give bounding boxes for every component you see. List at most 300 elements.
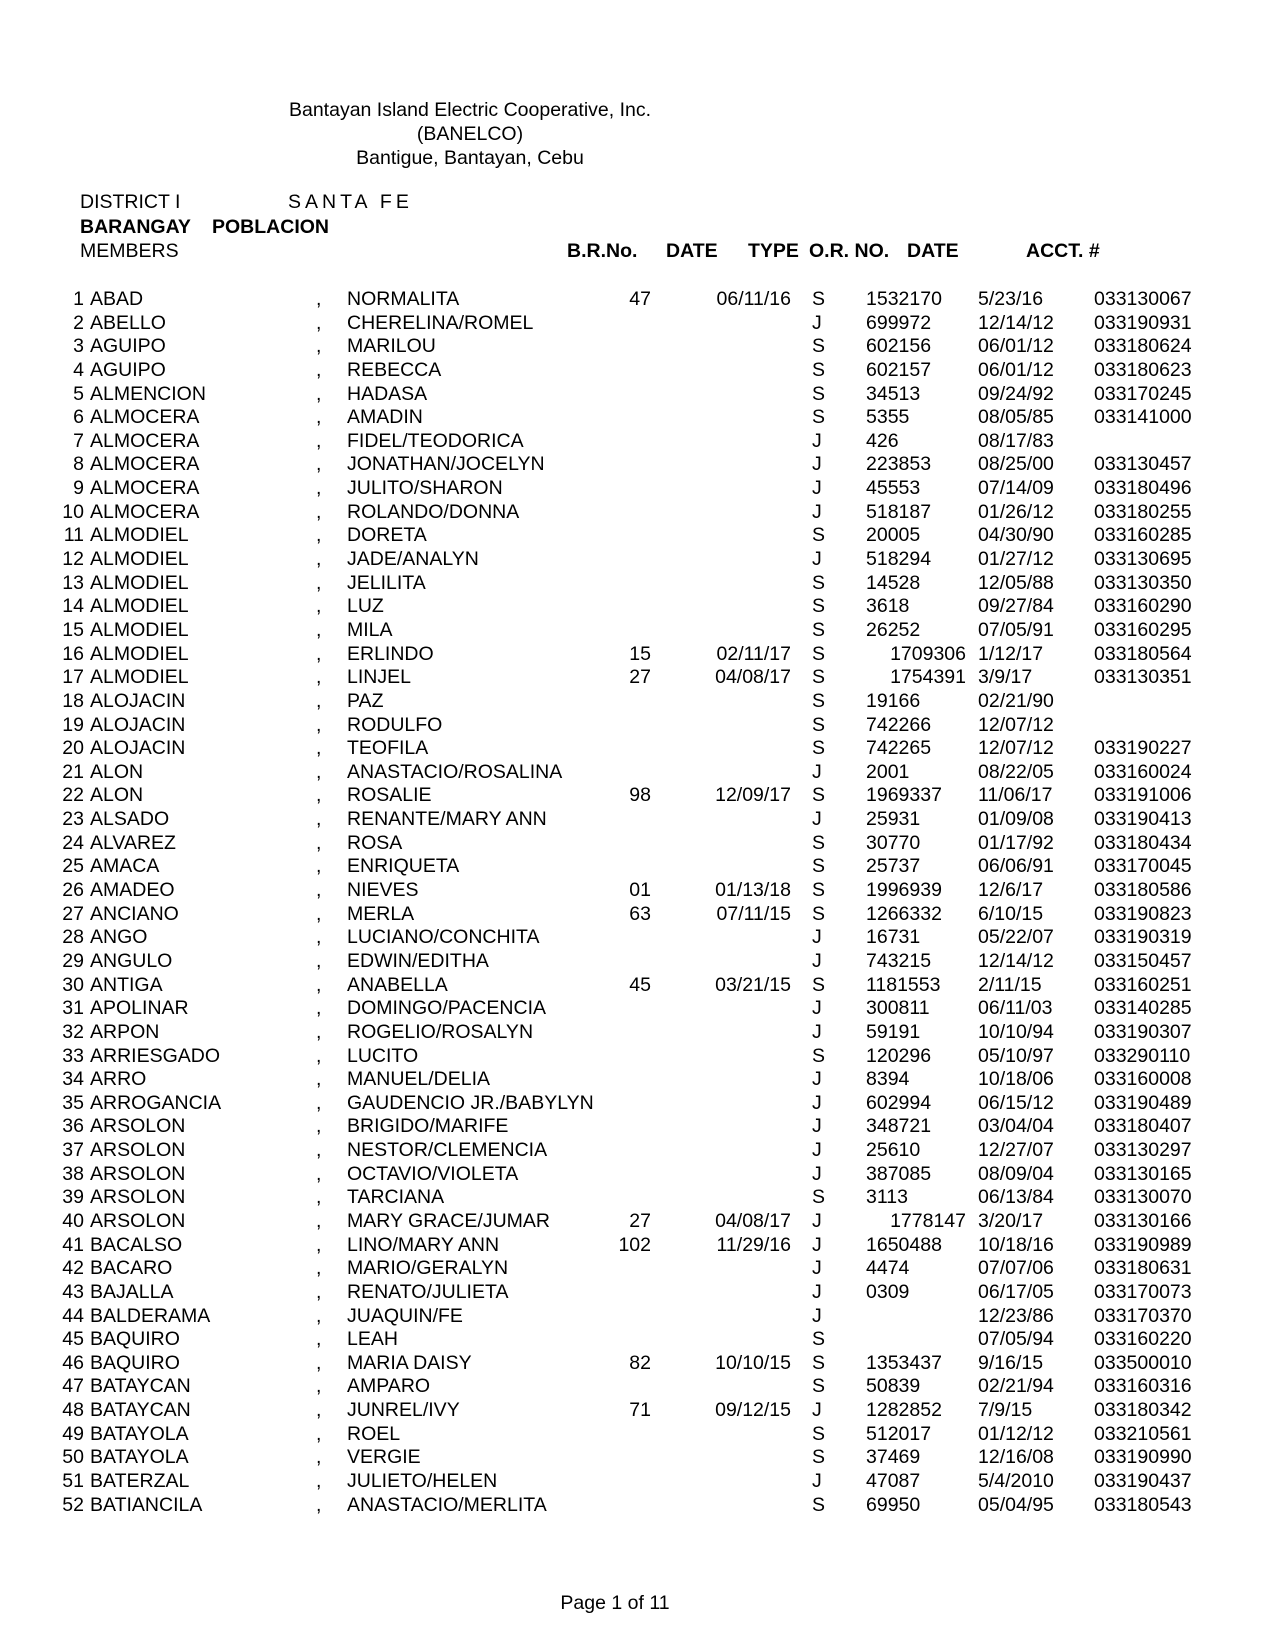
br-date-value: 02/11/17	[716, 642, 791, 665]
name-separator: ,	[316, 618, 322, 641]
acct-number-value: 033150457	[1094, 949, 1192, 972]
member-first-name: ROLANDO/DONNA	[347, 500, 520, 523]
type-value: S	[812, 1044, 826, 1067]
member-first-name: LUCIANO/CONCHITA	[347, 926, 540, 949]
row-index: 41	[62, 1233, 84, 1256]
table-row	[58, 1234, 1218, 1258]
name-separator: ,	[316, 1493, 322, 1516]
or-date-value: 07/05/91	[978, 618, 1054, 641]
type-value: S	[812, 358, 826, 381]
page-number-label: Page 1 of 11	[560, 1592, 670, 1614]
type-value: J	[812, 477, 822, 500]
row-index: 35	[62, 1091, 84, 1114]
member-first-name: OCTAVIO/VIOLETA	[347, 1162, 519, 1185]
name-separator: ,	[316, 595, 322, 618]
member-first-name: PAZ	[347, 689, 384, 712]
name-separator: ,	[316, 737, 322, 760]
member-first-name: LINO/MARY ANN	[347, 1233, 500, 1256]
type-value: S	[812, 855, 826, 878]
or-no-value: 30770	[866, 831, 921, 854]
name-separator: ,	[316, 1351, 322, 1374]
table-row	[58, 1163, 1218, 1187]
member-first-name: ANASTACIO/ROSALINA	[347, 760, 563, 783]
type-value: J	[812, 760, 822, 783]
member-last-name: ARSOLON	[90, 1115, 186, 1138]
or-date-value: 09/24/92	[978, 382, 1054, 405]
or-date-value: 05/04/95	[978, 1493, 1054, 1516]
row-index: 42	[62, 1257, 84, 1280]
column-header-members: MEMBERS	[80, 240, 179, 262]
table-row	[58, 1423, 1218, 1447]
or-date-value: 08/25/00	[978, 453, 1054, 476]
acct-number-value: 033180586	[1094, 879, 1192, 902]
or-no-value: 25610	[866, 1139, 921, 1162]
row-index: 12	[62, 548, 84, 571]
type-value: J	[812, 1209, 822, 1232]
or-date-value: 11/06/17	[978, 784, 1053, 807]
type-value: J	[812, 1304, 822, 1327]
name-separator: ,	[316, 358, 322, 381]
name-separator: ,	[316, 1233, 322, 1256]
member-first-name: MARY GRACE/JUMAR	[347, 1209, 550, 1232]
type-value: S	[812, 406, 826, 429]
or-date-value: 08/05/85	[978, 406, 1054, 429]
name-separator: ,	[316, 642, 322, 665]
acct-number-value: 033130070	[1094, 1186, 1192, 1209]
row-index: 23	[62, 808, 84, 831]
or-no-value: 4474	[866, 1257, 910, 1280]
member-first-name: MARILOU	[347, 335, 436, 358]
acct-number-value: 033170245	[1094, 382, 1192, 405]
type-value: S	[812, 571, 826, 594]
column-header-type: TYPE	[748, 240, 799, 262]
acct-number-value: 033500010	[1094, 1351, 1192, 1374]
table-row	[58, 1115, 1218, 1139]
table-row	[58, 453, 1218, 477]
acct-number-value: 033170045	[1094, 855, 1192, 878]
row-index: 20	[62, 737, 84, 760]
or-no-value: 59191	[866, 1020, 921, 1043]
or-date-value: 05/10/97	[978, 1044, 1054, 1067]
member-last-name: ANTIGA	[90, 973, 163, 996]
table-row	[58, 1446, 1218, 1470]
member-first-name: MARIA DAISY	[347, 1351, 472, 1374]
or-date-value: 08/17/83	[978, 429, 1054, 452]
or-no-value: 0309	[866, 1280, 910, 1303]
member-first-name: ERLINDO	[347, 642, 434, 665]
or-no-value: 20005	[866, 524, 921, 547]
acct-number-value: 033190823	[1094, 902, 1192, 925]
acct-number-value: 033141000	[1094, 406, 1192, 429]
member-first-name: ANABELLA	[347, 973, 448, 996]
type-value: S	[812, 335, 826, 358]
or-no-value: 69950	[866, 1493, 921, 1516]
or-no-value: 518187	[866, 500, 932, 523]
member-first-name: TEOFILA	[347, 737, 429, 760]
or-date-value: 06/15/12	[978, 1091, 1054, 1114]
br-date-value: 04/08/17	[715, 666, 791, 689]
cooperative-acronym: (BANELCO)	[416, 123, 524, 145]
member-first-name: EDWIN/EDITHA	[347, 949, 489, 972]
name-separator: ,	[316, 311, 322, 334]
or-date-value: 5/4/2010	[978, 1470, 1054, 1493]
br-no-value: 01	[629, 879, 651, 902]
member-last-name: ALMOCERA	[90, 429, 200, 452]
type-value: J	[812, 1139, 822, 1162]
table-row	[58, 714, 1218, 738]
member-last-name: ALMODIEL	[90, 524, 189, 547]
type-value: J	[812, 500, 822, 523]
table-row	[58, 1092, 1218, 1116]
or-date-value: 01/26/12	[978, 500, 1054, 523]
row-index: 1	[73, 288, 84, 310]
acct-number-value: 033180255	[1094, 500, 1192, 523]
acct-number-value: 033170073	[1094, 1280, 1192, 1303]
member-last-name: ALMODIEL	[90, 618, 189, 641]
or-date-value: 06/13/84	[978, 1186, 1054, 1209]
acct-number-value: 033160290	[1094, 595, 1192, 618]
name-separator: ,	[316, 855, 322, 878]
acct-number-value: 033190319	[1094, 926, 1192, 949]
member-first-name: ROSA	[347, 831, 403, 854]
acct-number-value: 033290110	[1094, 1044, 1191, 1067]
type-value: J	[812, 453, 822, 476]
member-first-name: HADASA	[347, 382, 428, 405]
type-value: J	[812, 1020, 822, 1043]
table-row	[58, 595, 1218, 619]
acct-number-value: 033190990	[1094, 1446, 1192, 1469]
name-separator: ,	[316, 1186, 322, 1209]
table-row	[58, 477, 1218, 501]
name-separator: ,	[316, 429, 322, 452]
table-row	[58, 1045, 1218, 1069]
barangay-value: POBLACION	[212, 215, 329, 238]
type-value: J	[812, 1257, 822, 1280]
table-row	[58, 1186, 1218, 1210]
member-last-name: BAQUIRO	[90, 1328, 180, 1351]
acct-number-value: 033160251	[1094, 973, 1192, 996]
acct-number-value: 033160295	[1094, 618, 1192, 641]
or-no-value: 50839	[866, 1375, 921, 1398]
row-index: 18	[62, 689, 84, 712]
type-value: S	[812, 902, 826, 925]
or-no-value: 426	[866, 429, 899, 452]
row-index: 49	[62, 1422, 84, 1445]
row-index: 26	[62, 879, 84, 902]
table-row	[58, 879, 1218, 903]
member-last-name: AGUIPO	[90, 335, 166, 358]
member-last-name: ALOJACIN	[90, 713, 186, 736]
barangay-label: BARANGAY	[80, 215, 191, 238]
row-index: 13	[62, 571, 84, 594]
br-date-value: 07/11/15	[716, 902, 791, 925]
member-last-name: ALOJACIN	[90, 689, 186, 712]
acct-number-value: 033130297	[1094, 1139, 1192, 1162]
name-separator: ,	[316, 1209, 322, 1232]
member-last-name: BATIANCILA	[90, 1493, 203, 1516]
or-date-value: 12/14/12	[978, 949, 1054, 972]
acct-number-value: 033191006	[1094, 784, 1192, 807]
table-row	[58, 1021, 1218, 1045]
or-date-value: 08/22/05	[978, 760, 1054, 783]
member-first-name: VERGIE	[347, 1446, 421, 1469]
row-index: 47	[62, 1375, 84, 1398]
member-first-name: CHERELINA/ROMEL	[347, 311, 534, 334]
acct-number-value: 033190931	[1094, 311, 1192, 334]
table-row	[58, 1352, 1218, 1376]
member-first-name: ROGELIO/ROSALYN	[347, 1020, 534, 1043]
or-no-value: 512017	[866, 1422, 932, 1445]
br-date-value: 01/13/18	[715, 879, 791, 902]
or-date-value: 04/30/90	[978, 524, 1054, 547]
name-separator: ,	[316, 1446, 322, 1469]
type-value: S	[812, 1328, 826, 1351]
or-no-value: 16731	[866, 926, 921, 949]
table-row	[58, 1494, 1218, 1518]
table-row	[58, 1068, 1218, 1092]
or-date-value: 01/12/12	[978, 1422, 1054, 1445]
type-value: S	[812, 1375, 826, 1398]
acct-number-value: 033130457	[1094, 453, 1192, 476]
member-last-name: BAJALLA	[90, 1280, 174, 1303]
br-no-value: 82	[629, 1351, 651, 1374]
type-value: S	[812, 642, 826, 665]
or-no-value: 25931	[866, 808, 921, 831]
member-first-name: DOMINGO/PACENCIA	[347, 997, 546, 1020]
name-separator: ,	[316, 500, 322, 523]
row-index: 27	[62, 902, 84, 925]
or-date-value: 08/09/04	[978, 1162, 1054, 1185]
type-value: J	[812, 1091, 822, 1114]
cooperative-address: Bantigue, Bantayan, Cebu	[356, 147, 584, 169]
type-value: J	[812, 1233, 822, 1256]
name-separator: ,	[316, 760, 322, 783]
member-last-name: BATAYOLA	[90, 1446, 189, 1469]
row-index: 34	[62, 1068, 84, 1091]
member-last-name: AGUIPO	[90, 358, 166, 381]
name-separator: ,	[316, 973, 322, 996]
member-last-name: ALON	[90, 760, 144, 783]
acct-number-value: 033160024	[1094, 760, 1192, 783]
row-index: 43	[62, 1280, 84, 1303]
acct-number-value: 033160316	[1094, 1375, 1192, 1398]
or-date-value: 12/16/08	[978, 1446, 1054, 1469]
name-separator: ,	[316, 1162, 322, 1185]
br-date-value: 12/09/17	[715, 784, 791, 807]
type-value: S	[812, 879, 826, 902]
or-date-value: 12/27/07	[978, 1139, 1054, 1162]
name-separator: ,	[316, 784, 322, 807]
member-last-name: ARRO	[90, 1068, 147, 1091]
or-date-value: 02/21/94	[978, 1375, 1054, 1398]
table-row	[58, 572, 1218, 596]
column-header-br-no: B.R.No.	[567, 240, 638, 262]
or-no-value: 45553	[866, 477, 921, 500]
br-no-value: 15	[629, 642, 651, 665]
row-index: 22	[62, 784, 84, 807]
column-header-or-date: DATE	[907, 240, 959, 262]
row-index: 32	[62, 1020, 84, 1043]
or-date-value: 12/23/86	[978, 1304, 1054, 1327]
or-no-value: 3618	[866, 595, 910, 618]
member-last-name: ALMOCERA	[90, 406, 200, 429]
member-last-name: BATERZAL	[90, 1470, 190, 1493]
acct-number-value: 033140285	[1094, 997, 1192, 1020]
name-separator: ,	[316, 1280, 322, 1303]
member-last-name: ALOJACIN	[90, 737, 186, 760]
name-separator: ,	[316, 831, 322, 854]
br-no-value: 71	[629, 1399, 651, 1422]
name-separator: ,	[316, 1068, 322, 1091]
name-separator: ,	[316, 406, 322, 429]
table-row	[58, 619, 1218, 643]
row-index: 14	[62, 595, 84, 618]
br-date-value: 09/12/15	[715, 1399, 791, 1422]
type-value: J	[812, 1280, 822, 1303]
name-separator: ,	[316, 1044, 322, 1067]
row-index: 51	[62, 1470, 84, 1493]
member-first-name: TARCIANA	[347, 1186, 445, 1209]
member-first-name: RENANTE/MARY ANN	[347, 808, 547, 831]
member-last-name: AMACA	[90, 855, 160, 878]
member-last-name: ANGULO	[90, 949, 173, 972]
table-column-headers	[80, 240, 1180, 266]
acct-number-value: 033160008	[1094, 1068, 1192, 1091]
or-date-value: 06/17/05	[978, 1280, 1054, 1303]
or-date-value: 1/12/17	[978, 642, 1044, 665]
member-first-name: NORMALITA	[347, 288, 460, 310]
name-separator: ,	[316, 1422, 322, 1445]
acct-number-value: 033180564	[1094, 642, 1192, 665]
acct-number-value: 033130351	[1094, 666, 1192, 689]
or-no-value: 742266	[866, 713, 932, 736]
table-row	[58, 383, 1218, 407]
table-row	[58, 430, 1218, 454]
letterhead	[0, 98, 940, 170]
table-row	[58, 359, 1218, 383]
or-no-value: 1650488	[866, 1233, 942, 1256]
member-last-name: ABELLO	[90, 311, 166, 334]
br-no-value: 27	[629, 1209, 651, 1232]
member-last-name: BACARO	[90, 1257, 173, 1280]
acct-number-value: 033190307	[1094, 1020, 1192, 1043]
or-no-value: 1282852	[866, 1399, 942, 1422]
row-index: 2	[73, 311, 84, 334]
member-first-name: MANUEL/DELIA	[347, 1068, 491, 1091]
type-value: J	[812, 311, 822, 334]
table-row	[58, 690, 1218, 714]
member-first-name: FIDEL/TEODORICA	[347, 429, 524, 452]
acct-number-value: 033190489	[1094, 1091, 1192, 1114]
or-date-value: 3/9/17	[978, 666, 1033, 689]
or-date-value: 10/18/16	[978, 1233, 1054, 1256]
type-value: J	[812, 1068, 822, 1091]
row-index: 40	[62, 1209, 84, 1232]
acct-number-value: 033160220	[1094, 1328, 1192, 1351]
row-index: 5	[73, 382, 84, 405]
name-separator: ,	[316, 335, 322, 358]
name-separator: ,	[316, 949, 322, 972]
table-row	[58, 666, 1218, 690]
table-row	[58, 1305, 1218, 1329]
row-index: 24	[62, 831, 84, 854]
member-first-name: MERLA	[347, 902, 415, 925]
name-separator: ,	[316, 713, 322, 736]
member-first-name: LUCITO	[347, 1044, 419, 1067]
table-row	[58, 1281, 1218, 1305]
or-no-value: 602157	[866, 358, 932, 381]
type-value: S	[812, 784, 826, 807]
or-date-value: 12/07/12	[978, 737, 1054, 760]
member-last-name: ALMOCERA	[90, 453, 200, 476]
or-date-value: 06/01/12	[978, 358, 1054, 381]
name-separator: ,	[316, 926, 322, 949]
row-index: 21	[62, 760, 84, 783]
type-value: S	[812, 382, 826, 405]
member-first-name: JONATHAN/JOCELYN	[347, 453, 545, 476]
type-value: S	[812, 973, 826, 996]
name-separator: ,	[316, 477, 322, 500]
type-value: J	[812, 548, 822, 571]
member-last-name: ARRIESGADO	[90, 1044, 221, 1067]
type-value: S	[812, 288, 826, 310]
member-first-name: NESTOR/CLEMENCIA	[347, 1139, 548, 1162]
type-value: J	[812, 1399, 822, 1422]
member-last-name: ANGO	[90, 926, 148, 949]
br-no-value: 27	[629, 666, 651, 689]
name-separator: ,	[316, 1020, 322, 1043]
acct-number-value: 033130350	[1094, 571, 1192, 594]
type-value: J	[812, 1470, 822, 1493]
or-no-value: 1996939	[866, 879, 942, 902]
or-date-value: 12/07/12	[978, 713, 1054, 736]
or-date-value: 9/16/15	[978, 1351, 1044, 1374]
name-separator: ,	[316, 288, 322, 310]
br-no-value: 47	[629, 288, 651, 310]
table-row	[58, 288, 1218, 312]
or-no-value: 5355	[866, 406, 910, 429]
or-date-value: 05/22/07	[978, 926, 1054, 949]
member-last-name: ALMODIEL	[90, 595, 189, 618]
row-index: 8	[73, 453, 84, 476]
or-no-value: 26252	[866, 618, 921, 641]
type-value: J	[812, 997, 822, 1020]
name-separator: ,	[316, 548, 322, 571]
type-value: S	[812, 737, 826, 760]
type-value: S	[812, 1493, 826, 1516]
or-no-value: 1754391	[890, 666, 966, 689]
name-separator: ,	[316, 1375, 322, 1398]
row-index: 30	[62, 973, 84, 996]
table-row	[58, 1139, 1218, 1163]
row-index: 25	[62, 855, 84, 878]
or-no-value: 1969337	[866, 784, 942, 807]
table-row	[58, 501, 1218, 525]
or-no-value: 14528	[866, 571, 921, 594]
member-last-name: ABAD	[90, 288, 144, 310]
br-date-value: 10/10/15	[715, 1351, 791, 1374]
or-date-value: 3/20/17	[978, 1209, 1044, 1232]
br-date-value: 06/11/16	[716, 288, 791, 310]
row-index: 45	[62, 1328, 84, 1351]
column-header-br-date: DATE	[666, 240, 718, 262]
or-no-value: 387085	[866, 1162, 932, 1185]
member-last-name: ARSOLON	[90, 1186, 186, 1209]
cooperative-name: Bantayan Island Electric Cooperative, Inc.	[288, 99, 652, 121]
row-index: 16	[62, 642, 84, 665]
table-row	[58, 997, 1218, 1021]
member-last-name: ALVAREZ	[90, 831, 176, 854]
